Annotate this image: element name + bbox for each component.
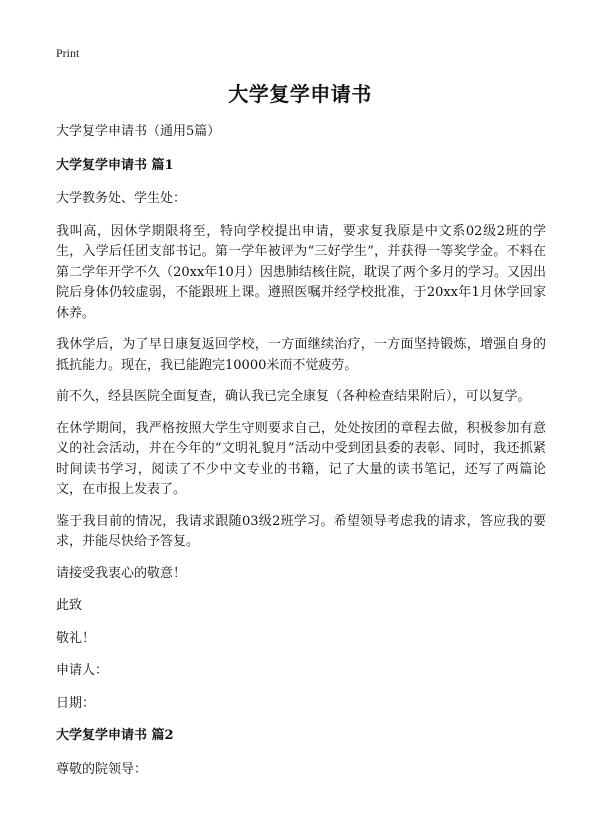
paragraph-5: 鉴于我目前的情况，我请求跟随03级2班学习。希望领导考虑我的请求，答应我的要求，并能尽快给予答复。 (56, 513, 546, 549)
date-line: 日期： (56, 695, 96, 711)
paragraph-4: 在休学期间，我严格按照大学生守则要求自己，处处按团的章程去做，积极参加有意义的社会活动，并在今年的“文明礼貌月”活动中受到团县委的表彰、同时，我还抓紧时间读书学习，阅读了不少中文专业的书籍，记了大量的读书笔记，还写了两篇论文，在市报上发表了。 (56, 420, 546, 497)
document-body (56, 122, 546, 792)
section-heading-1: 大学复学申请书 篇1 (56, 157, 174, 173)
print-link[interactable]: Print (56, 46, 80, 60)
cizhi-line: 此致 (56, 598, 83, 613)
salutation-1: 大学教务处、学生处： (56, 191, 187, 206)
paragraph-1: 我叫高，因休学期限将至，特向学校提出申请，要求复我原是中文系02级2班的学生，入学后任团支部书记。第一学年被评为“三好学生”，并获得一等奖学金。不料在第二学年开学不久（20xx年10月）因患肺结核住院，耽误了两个多月的学习。又因出院后身体仍较虚弱，不能跟班上课。遵照医嘱并经学校批准，于20xx年1月休学回家休养。 (56, 223, 546, 321)
document-title: 大学复学申请书 (228, 82, 372, 106)
applicant-line: 申请人： (56, 663, 109, 678)
paragraph-2: 我休学后，为了早日康复返回学校，一方面继续治疗，一方面坚持锻炼，增强自身的抵抗能力。现在，我已能跑完10000米而不觉疲劳。 (56, 337, 546, 373)
jingli-line: 敬礼！ (56, 630, 96, 646)
document-subtitle: 大学复学申请书（通用5篇） (56, 124, 221, 139)
closing-line: 请接受我衷心的敬意！ (56, 565, 187, 581)
paragraph-3: 前不久，经县医院全面复查，确认我已完全康复（各种检查结果附后），可以复学。 (56, 389, 531, 404)
salutation-2: 尊敬的院领导： (56, 761, 148, 777)
section-heading-2: 大学复学申请书 篇2 (56, 728, 174, 743)
